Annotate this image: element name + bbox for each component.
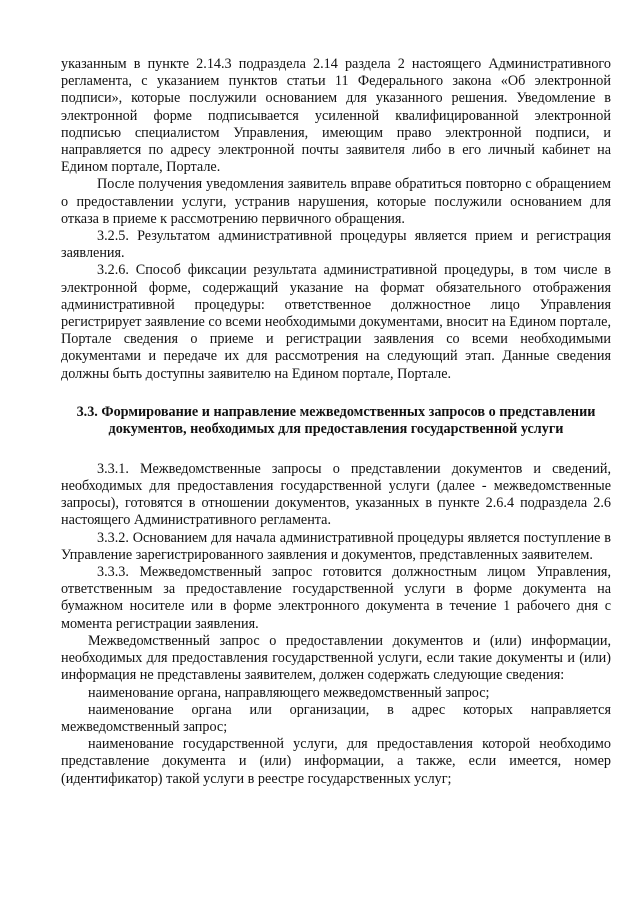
- list-item: наименование органа или организации, в адрес которых направляется межведомственный запрос;: [61, 701, 611, 735]
- list-item: наименование органа, направляющего межведомственный запрос;: [88, 684, 490, 701]
- document-page: [61, 56, 611, 788]
- section-heading-3-3: 3.3. Формирование и направление межведомственных запросов о представлении документов, необходимых для предоставления государственной услуги: [76, 403, 596, 438]
- paragraph-3-2-6: 3.2.6. Способ фиксации результата административной процедуры, в том числе в электронной форме, содержащий указание на формат обязательного отображения административной процедуры: ответственное должностное лицо Управления регистрирует заявление со всеми необходимыми документами, вносит на Едином портале, Портале сведения о приеме и регистрации заявления со всеми необходимыми документами и передаче их для рассмотрения на следующий этап. Данные сведения должны быть доступны заявителю на Едином портале, Портале.: [61, 262, 611, 382]
- list-item: наименование государственной услуги, для предоставления которой необходимо представление документа и (или) информации, а также, если имеется, номер (идентификатор) такой услуги в реестре государственных услуг;: [61, 736, 611, 787]
- paragraph-continuation: указанным в пункте 2.14.3 подраздела 2.14 раздела 2 настоящего Административного регламента, с указанием пунктов статьи 11 Федерального закона «Об электронной подписи», которые послужили основанием для указанного решения. Уведомление в электронной форме подписывается усиленной квалифицированной электронной подписью специалистом Управления, имеющим право электронной подписи, и направляется по адресу электронной почты заявителя либо в его личный кабинет на Едином портале, Портале.: [61, 56, 611, 176]
- paragraph-3-3-3: 3.3.3. Межведомственный запрос готовится должностным лицом Управления, ответственным за предоставление государственной услуги в форме документа на бумажном носителе или в форме электронного документа в течение 1 рабочего дня с момента регистрации заявления.: [61, 564, 611, 632]
- paragraph-repeat-request: После получения уведомления заявитель вправе обратиться повторно с обращением о предоставлении услуги, устранив нарушения, которые послужили основанием для отказа в приеме к рассмотрению первичного обращения.: [61, 176, 611, 227]
- paragraph-3-2-5: 3.2.5. Результатом административной процедуры является прием и регистрация заявления.: [61, 228, 611, 262]
- paragraph-3-3-2: 3.3.2. Основанием для начала административной процедуры является поступление в Управление зарегистрированного заявления и документов, представленных заявителем.: [61, 529, 611, 563]
- paragraph-request-contents: Межведомственный запрос о предоставлении документов и (или) информации, необходимых для предоставления государственной услуги, если такие документы и (или) информация не представлены заявителем, должен содержать следующие сведения:: [61, 632, 611, 684]
- paragraph-3-3-1: 3.3.1. Межведомственные запросы о представлении документов и сведений, необходимых для предоставления государственной услуги (далее - межведомственные запросы), готовятся в отношении документов, указанных в пункте 2.6.4 подраздела 2.6 настоящего Административного регламента.: [61, 460, 611, 529]
